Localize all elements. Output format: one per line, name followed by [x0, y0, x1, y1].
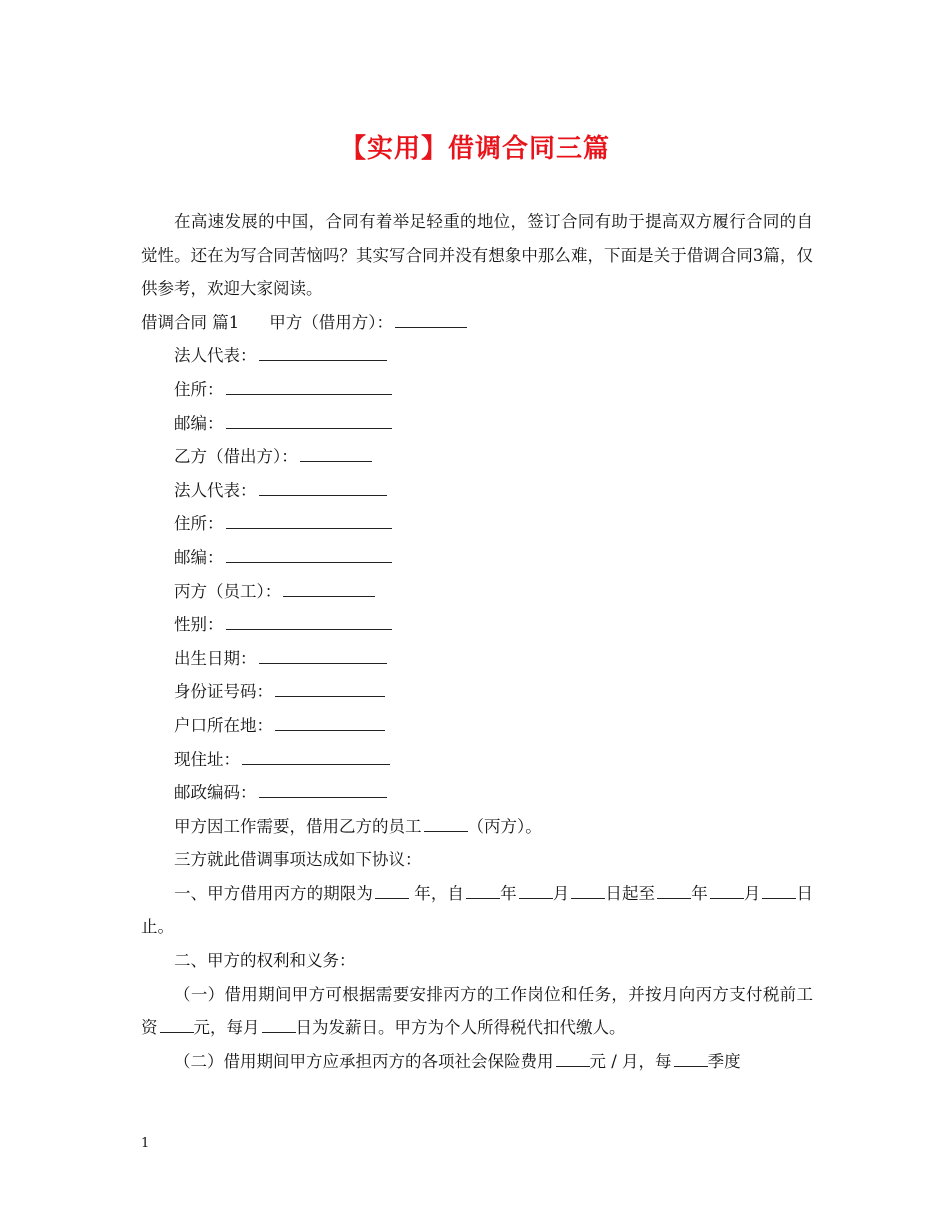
field-label: 性别： [174, 615, 224, 635]
fill-blank [571, 897, 605, 899]
clause-text: 月 [552, 883, 570, 903]
fill-blank [226, 427, 392, 429]
fill-blank [226, 393, 392, 395]
fill-blank [242, 763, 390, 765]
field-label: 乙方（借出方）： [174, 447, 298, 467]
fill-blank [556, 1065, 590, 1067]
fill-blank [226, 561, 392, 563]
field-label: 出生日期： [174, 648, 257, 668]
fill-blank [226, 628, 392, 630]
field-label: 邮编： [174, 413, 224, 433]
clause-text: 日为发薪日。甲方为个人所得税代扣代缴人。 [295, 1018, 626, 1038]
clause-term [141, 877, 813, 944]
fill-blank [710, 897, 744, 899]
fill-blank [160, 1031, 194, 1033]
contract-heading [141, 306, 813, 340]
clause-text: 日起至 [605, 883, 656, 903]
fill-blank [762, 897, 796, 899]
fill-blank [259, 796, 387, 798]
field-line [141, 575, 813, 609]
fill-blank [259, 662, 387, 664]
party-a-blank [395, 326, 467, 328]
field-label: 丙方（员工）： [174, 581, 282, 601]
field-line [141, 407, 813, 441]
field-line [141, 373, 813, 407]
field-line [141, 474, 813, 508]
clause-text: （二）借用期间甲方应承担丙方的各项社会保险费用 [174, 1051, 554, 1071]
page-number: 1 [141, 1136, 150, 1151]
fill-blank [300, 460, 372, 462]
clause-text: （一）借用期间甲方可根据需要安排丙方的工作岗位和任务，并按月向丙方支付税前工资 [141, 984, 813, 1038]
clause-text: 年 [691, 883, 708, 903]
field-line [141, 675, 813, 709]
fill-blank [424, 830, 468, 832]
clause-text: 年，自 [414, 883, 464, 903]
field-label: 邮编： [174, 547, 224, 567]
field-line [141, 339, 813, 373]
field-label: 法人代表： [174, 480, 257, 500]
fill-blank [275, 729, 385, 731]
fill-blank [375, 897, 409, 899]
field-label: 户口所在地： [174, 715, 273, 735]
fill-blank [275, 695, 385, 697]
clause-borrow [141, 810, 813, 844]
clause-text: 日止。 [141, 883, 814, 937]
fill-blank [259, 494, 387, 496]
clause-text: 元，每月 [193, 1018, 260, 1038]
clause-text: 一、甲方借用丙方的期限为 [174, 883, 373, 903]
intro-paragraph: 在高速发展的中国，合同有着举足轻重的地位，签订合同有助于提高双方履行合同的自觉性。还在为写合同苦恼吗？其实写合同并没有想象中那么难，下面是关于借调合同3篇，仅供参考，欢迎大家阅读。 [141, 212, 813, 299]
document-title: 【实用】借调合同三篇 [339, 134, 610, 164]
field-line [141, 776, 813, 810]
field-label: 住所： [174, 514, 224, 534]
clause-salary [141, 978, 813, 1045]
clause-agreement: 三方就此借调事项达成如下协议： [174, 850, 422, 870]
field-line [141, 541, 813, 575]
clause-rights-heading: 二、甲方的权利和义务： [174, 951, 356, 971]
fill-blank [519, 897, 553, 899]
clause-insurance [141, 1045, 813, 1079]
field-label: 身份证号码： [174, 682, 273, 702]
field-label: 法人代表： [174, 346, 257, 366]
clause-text: （丙方）。 [467, 816, 542, 836]
field-line [141, 709, 813, 743]
field-line [141, 507, 813, 541]
fill-blank [259, 359, 387, 361]
fill-blank [657, 897, 691, 899]
clause-text: 甲方因工作需要，借用乙方的员工 [174, 816, 422, 836]
party-a-label: 甲方（借用方）： [269, 312, 393, 332]
fill-blank [466, 897, 500, 899]
fill-blank [674, 1065, 708, 1067]
fill-blank [262, 1031, 296, 1033]
field-line [141, 743, 813, 777]
clause-text: 元 / 月，每 [589, 1051, 672, 1071]
clause-text: 年 [500, 883, 517, 903]
field-label: 住所： [174, 379, 224, 399]
field-label: 现住址： [174, 749, 240, 769]
clause-text: 季度 [707, 1051, 741, 1071]
field-label: 邮政编码： [174, 783, 257, 803]
fill-blank [226, 527, 392, 529]
field-line [141, 642, 813, 676]
clause-text: 月 [743, 883, 761, 903]
fill-blank [283, 595, 375, 597]
document-body [141, 205, 813, 1078]
part-label: 借调合同 篇1 [141, 312, 240, 332]
field-line [141, 608, 813, 642]
field-line [141, 440, 813, 474]
